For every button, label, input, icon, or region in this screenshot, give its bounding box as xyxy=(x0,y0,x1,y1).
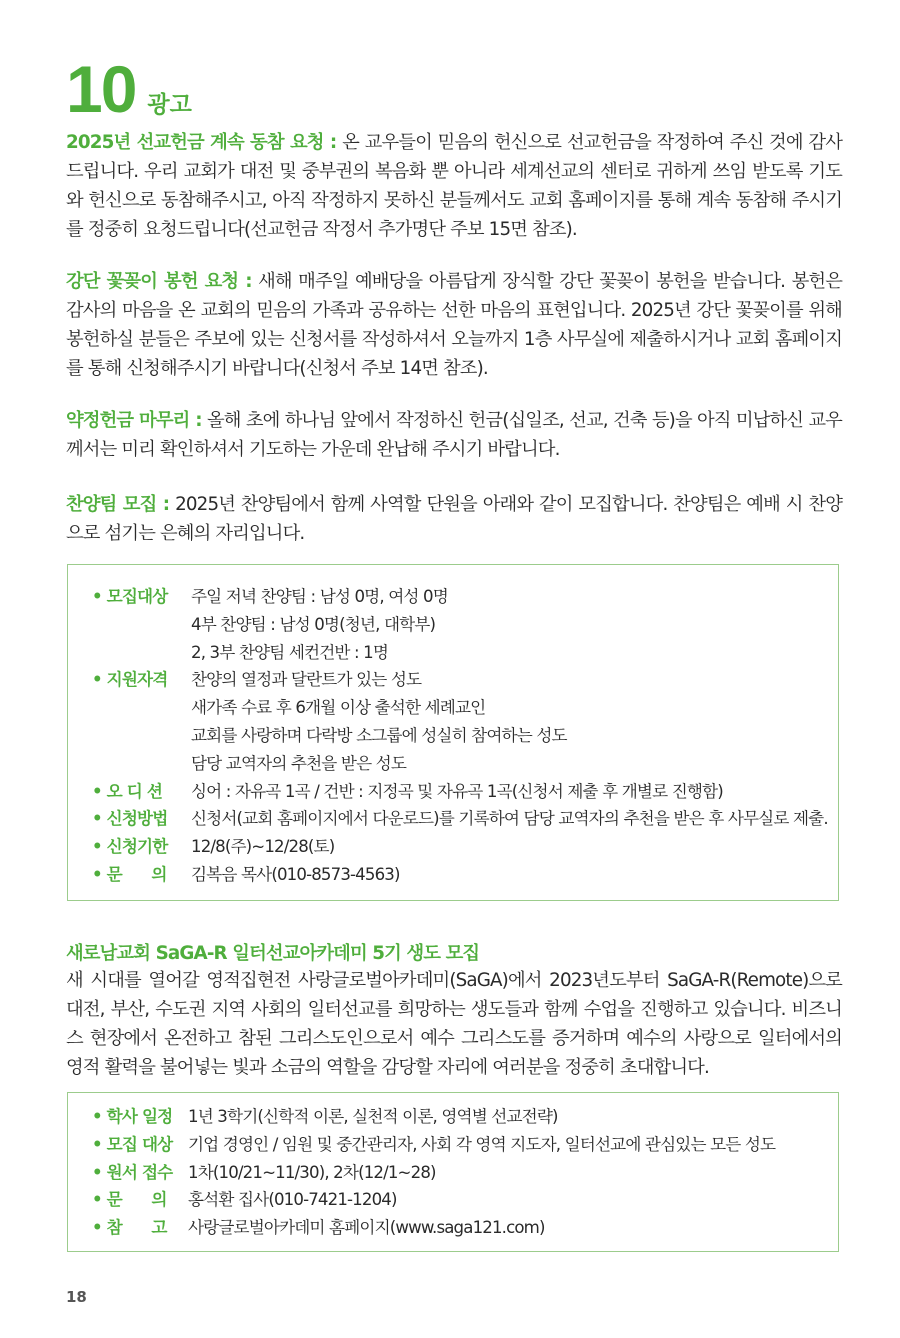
detail-label: • 문 의 xyxy=(92,864,167,884)
detail-row-target xyxy=(92,1131,838,1159)
detail-value: 담당 교역자의 추천을 받은 성도 xyxy=(191,753,407,773)
detail-value: 기업 경영인 / 임원 및 중간관리자, 사회 각 영역 지도자, 일터선교에 관심있는 모든 성도 xyxy=(188,1134,776,1154)
detail-value: 신청서(교회 홈페이지에서 다운로드)를 기록하여 담당 교역자의 추천을 받은 후 사무실로 제출. xyxy=(191,809,828,829)
detail-value: 교회를 사랑하며 다락방 소그룹에 성실히 참여하는 성도 xyxy=(191,725,567,745)
detail-label: • 신청기한 xyxy=(92,837,168,857)
detail-label: • 신청방법 xyxy=(92,809,168,829)
announcement-title: 2025년 선교헌금 계속 동참 요청 : xyxy=(66,132,337,153)
detail-value: 12/8(주)~12/28(토) xyxy=(191,837,335,857)
announcement-mission-offering xyxy=(66,128,842,244)
detail-label: • 오 디 션 xyxy=(92,781,163,801)
detail-label: • 참 고 xyxy=(92,1218,167,1238)
announcement-title: 약정헌금 마무리 : xyxy=(66,410,202,431)
announcement-praise-team xyxy=(66,490,842,548)
detail-row-reference xyxy=(92,1214,838,1242)
detail-label: • 학사 일정 xyxy=(92,1107,173,1126)
detail-value: 홍석환 집사(010-7421-1204) xyxy=(188,1190,397,1210)
detail-label: • 문 의 xyxy=(92,1190,167,1210)
detail-row-qualification xyxy=(92,666,838,777)
detail-row-application xyxy=(92,1159,838,1187)
section-number: 10 xyxy=(66,52,136,126)
detail-value: 1차(10/21~11/30), 2차(12/1~28) xyxy=(188,1162,436,1182)
announcement-flower-offering xyxy=(66,267,842,383)
detail-row-recruit-target xyxy=(92,583,838,666)
detail-row-schedule xyxy=(92,1103,838,1131)
detail-label: • 원서 접수 xyxy=(92,1162,173,1182)
saga-section-body: 새 시대를 열어갈 영적집현전 사랑글로벌아카데미(SaGA)에서 2023년도부터 SaGA-R(Remote)으로 대전, 부산, 수도권 지역 사회의 일터선교를 희망하는 생도들과 함께 수업을 진행하고 있습니다. 비즈니스 현장에서 온전하고 참된 그리스도인으로서 예수 그리스도를 증거하며 예수의 사랑으로 일터에서의 영적 활력을 불어넣는 빛과 소금의 역할을 감당할 자리에 여러분을 정중히 초대합니다. xyxy=(66,970,842,1078)
announcement-body: 2025년 찬양팀에서 함께 사역할 단원을 아래와 같이 모집합니다. 찬양팀은 예배 시 찬양으로 섬기는 은혜의 자리입니다. xyxy=(66,494,842,544)
announcement-title: 강단 꽃꽂이 봉헌 요청 : xyxy=(66,271,252,292)
detail-row-deadline xyxy=(92,833,838,861)
announcement-pledge-offering xyxy=(66,406,842,464)
saga-details-box xyxy=(67,1092,839,1252)
detail-value: 찬양의 열정과 달란트가 있는 성도 xyxy=(191,670,422,690)
announcement-body: 올해 초에 하나님 앞에서 작정하신 헌금(십일조, 선교, 건축 등)을 아직 미납하신 교우께서는 미리 확인하셔서 기도하는 가운데 완납해 주시기 바랍니다. xyxy=(66,410,842,460)
detail-value: 4부 찬양팀 : 남성 0명(청년, 대학부) xyxy=(191,614,436,634)
detail-row-contact xyxy=(92,861,838,889)
detail-value: 주일 저녁 찬양팀 : 남성 0명, 여성 0명 xyxy=(191,587,448,606)
detail-value: 싱어 : 자유곡 1곡 / 건반 : 지정곡 및 자유곡 1곡(신청서 제출 후 개별로 진행함) xyxy=(191,781,723,801)
page-number: 18 xyxy=(66,1288,87,1306)
section-heading xyxy=(66,52,192,126)
detail-value: 김복음 목사(010-8573-4563) xyxy=(191,864,400,884)
detail-value: 1년 3학기(신학적 이론, 실천적 이론, 영역별 선교전략) xyxy=(188,1107,558,1126)
detail-row-audition xyxy=(92,778,838,806)
detail-label: • 지원자격 xyxy=(92,670,168,690)
detail-label: • 모집 대상 xyxy=(92,1134,173,1154)
praise-team-details-box xyxy=(67,564,839,901)
detail-value: 새가족 수료 후 6개월 이상 출석한 세례교인 xyxy=(191,698,486,718)
detail-row-contact xyxy=(92,1186,838,1214)
announcement-title: 찬양팀 모집 : xyxy=(66,494,170,515)
detail-row-apply-method xyxy=(92,805,838,833)
saga-section-title: 새로남교회 SaGA-R 일터선교아카데미 5기 생도 모집 xyxy=(66,943,480,964)
detail-value: 2, 3부 찬양팀 세컨건반 : 1명 xyxy=(191,642,389,662)
section-title: 광고 xyxy=(147,92,192,118)
detail-label: • 모집대상 xyxy=(92,587,168,606)
announcement-body: 새해 매주일 예배당을 아름답게 장식할 강단 꽃꽂이 봉헌을 받습니다. 봉헌은 감사의 마음을 온 교회의 믿음의 가족과 공유하는 선한 마음의 표현입니다. 2025년 강단 꽃꽂이를 위해 봉헌하실 분들은 주보에 있는 신청서를 작성하셔서 오늘까지 1층 사무실에 제출하시거나 교회 홈페이지를 통해 신청해주시기 바랍니다(신청서 주보 14면 참조). xyxy=(66,271,842,379)
detail-value: 사랑글로벌아카데미 홈페이지(www.saga121.com) xyxy=(188,1218,545,1238)
announcement-body: 온 교우들이 믿음의 헌신으로 선교헌금을 작정하여 주신 것에 감사드립니다. 우리 교회가 대전 및 중부권의 복음화 뿐 아니라 세계선교의 센터로 귀하게 쓰임 받도록 기도와 헌신으로 동참해주시고, 아직 작정하지 못하신 분들께서도 교회 홈페이지를 통해 계속 동참해 주시기를 정중히 요청드립니다(선교헌금 작정서 추가명단 주보 15면 참조). xyxy=(66,132,842,240)
